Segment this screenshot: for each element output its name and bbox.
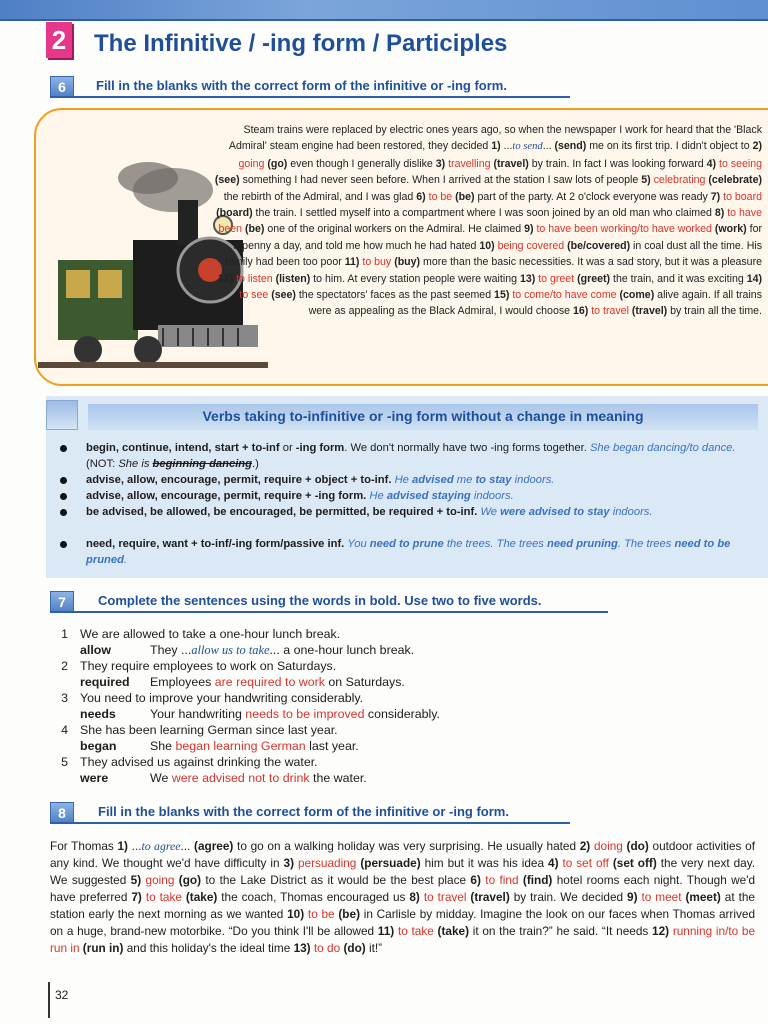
story-bold: 8) bbox=[714, 207, 725, 220]
ex8-text: it on the train?” he said. “It needs bbox=[469, 924, 653, 938]
exercise-7-badge: 7 bbox=[50, 591, 74, 613]
rewritten-sentence bbox=[80, 770, 700, 786]
story-answer: going bbox=[238, 157, 265, 170]
grammar-rule-item bbox=[60, 488, 760, 504]
ex8-bold: (do) bbox=[626, 839, 649, 853]
story-answer: to board bbox=[723, 190, 762, 203]
story-bold: (greet) bbox=[577, 272, 611, 285]
story-text: one of the original workers on the Admiral. He claimed bbox=[264, 223, 525, 236]
story-bold: 1) bbox=[491, 140, 501, 153]
ex8-bold: 12) bbox=[652, 924, 670, 938]
transformation-sentence bbox=[56, 658, 656, 674]
item-number: 1 bbox=[61, 627, 68, 641]
ex8-answer: to take bbox=[145, 890, 182, 904]
ex8-text: the coach, Thomas encouraged us bbox=[217, 890, 410, 904]
key-word: allow bbox=[80, 643, 111, 657]
story-bold: 5) bbox=[641, 174, 651, 187]
ex8-text: the very next day. We suggested bbox=[50, 856, 756, 887]
sentence-end: on Saturdays. bbox=[324, 675, 405, 689]
story-bold: 3) bbox=[435, 157, 446, 170]
model-answer: allow us to take bbox=[191, 643, 270, 657]
bullet-icon bbox=[60, 541, 67, 548]
grammar-text: . We don't normally have two -ing forms together. bbox=[344, 442, 590, 454]
exercise-6-underline bbox=[50, 96, 570, 98]
grammar-rule-item bbox=[60, 536, 760, 568]
grammar-example: the trees. The trees bbox=[443, 538, 547, 550]
exercise-8-badge: 8 bbox=[50, 802, 74, 824]
ex8-bold: 7) bbox=[131, 890, 142, 904]
grammar-example: indoors. bbox=[511, 474, 555, 486]
ex8-text: him but it was his idea bbox=[420, 856, 549, 870]
grammar-text: (NOT: bbox=[86, 458, 119, 470]
grammar-example: We bbox=[480, 506, 501, 518]
story-bold: (be/covered) bbox=[567, 239, 631, 252]
ex8-bold: (set off) bbox=[612, 856, 657, 870]
story-answer: celebrating bbox=[653, 174, 706, 187]
story-text: the spectators' faces as the past seemed bbox=[295, 289, 495, 302]
ex8-bold: 2) bbox=[579, 839, 591, 853]
story-text: to him. At every station people were waiting bbox=[310, 272, 520, 285]
story-bold: (be) bbox=[244, 223, 265, 236]
story-answer: to see bbox=[239, 289, 269, 302]
exercise-8-title: Fill in the blanks with the correct form of the infinitive or -ing form. bbox=[98, 804, 509, 819]
rewritten-sentence bbox=[80, 738, 700, 754]
story-answer: to listen bbox=[236, 272, 273, 285]
exercise-6-title: Fill in the blanks with the correct form of the infinitive or -ing form. bbox=[96, 78, 507, 93]
story-answer: being covered bbox=[497, 239, 565, 252]
grammar-example: me bbox=[453, 474, 476, 486]
story-text: by train. In fact I was looking forward bbox=[528, 157, 707, 170]
grammar-rule-text bbox=[86, 472, 760, 488]
ex8-text: at the station early the next morning as we wanted bbox=[50, 890, 755, 921]
story-bold: 7) bbox=[710, 190, 721, 203]
exercise-7-title: Complete the sentences using the words in bold. Use two to five words. bbox=[98, 593, 542, 608]
ex8-text: outdoor activities of any kind. We thought we'd have difficulty in bbox=[50, 839, 755, 870]
transformation-sentence bbox=[56, 626, 656, 642]
grammar-title: Verbs taking to-infinitive or -ing form without a change in meaning bbox=[202, 408, 644, 424]
story-bold: (see) bbox=[214, 174, 240, 187]
rewritten-sentence bbox=[80, 642, 700, 658]
ex8-bold: (persuade) bbox=[360, 856, 421, 870]
key-word: required bbox=[80, 675, 130, 689]
grammar-box-corner bbox=[46, 400, 78, 430]
ex8-text: to the Lake District as it would be the best place bbox=[201, 873, 471, 887]
grammar-example: She began dancing/to dance. bbox=[589, 442, 736, 454]
grammar-example-bold: were advised to stay bbox=[500, 506, 610, 518]
story-text: alive again. If all trains were as appealing as the Black Admiral, I would choose bbox=[308, 289, 762, 318]
ex8-bold: 9) bbox=[627, 890, 638, 904]
ex8-bold: (go) bbox=[178, 873, 202, 887]
grammar-rule-item bbox=[60, 440, 760, 472]
ex8-bold: 5) bbox=[130, 873, 142, 887]
grammar-bold: begin, continue, intend, start + to-inf bbox=[86, 442, 280, 454]
story-bold: 10) bbox=[479, 239, 495, 252]
ex8-bold: (take) bbox=[437, 924, 469, 938]
ex8-answer: running in/to be run in bbox=[50, 924, 756, 955]
answer: are required to work bbox=[214, 675, 325, 689]
rewritten-sentence bbox=[80, 674, 700, 690]
story-bold: 4) bbox=[706, 157, 717, 170]
story-text: in coal dust all the time. His family had been too poor bbox=[225, 239, 762, 269]
story-text: something I had never seen before. When I arrived at the station I saw lots of people bbox=[239, 174, 642, 187]
ex8-bold: (find) bbox=[522, 873, 553, 887]
story-text: the train. I settled myself into a compartment where I was soon joined by an old man who claimed bbox=[252, 207, 715, 220]
answer: began learning German bbox=[175, 739, 306, 753]
grammar-bold: need, require, want + to-inf/-ing form/passive inf. bbox=[86, 538, 345, 550]
story-bold: 6) bbox=[416, 190, 426, 203]
story-bold: (travel) bbox=[493, 157, 529, 170]
sentence-start: We bbox=[150, 771, 172, 785]
story-answer: travelling bbox=[448, 157, 491, 170]
story-bold: 16) bbox=[572, 305, 589, 318]
transformation-sentence bbox=[56, 690, 656, 706]
story-bold: 9) bbox=[524, 223, 534, 236]
ex8-bold: (do) bbox=[343, 941, 366, 955]
bullet-icon bbox=[60, 509, 67, 516]
grammar-example: . The trees bbox=[617, 538, 675, 550]
grammar-example: He bbox=[394, 474, 412, 486]
ex8-bold: 11) bbox=[377, 924, 395, 938]
story-text: part of the party. At 2 o'clock everyone was ready bbox=[474, 190, 711, 203]
story-bold: 14) bbox=[746, 272, 762, 285]
story-answer: to have been bbox=[218, 207, 762, 236]
grammar-rule-text bbox=[86, 504, 760, 520]
ex8-answer: to set off bbox=[562, 856, 609, 870]
story-text: the rebirth of the Admiral, and I was glad bbox=[223, 190, 417, 203]
sentence-start: Employees bbox=[150, 675, 215, 689]
story-bold: (come) bbox=[619, 289, 655, 302]
grammar-example-bold: advised staying bbox=[386, 490, 471, 502]
grammar-bold: be advised, be allowed, be encouraged, be permitted, be required + to-inf. bbox=[86, 506, 478, 518]
story-bold: 15) bbox=[494, 289, 510, 302]
story-text: the train, and it was exciting bbox=[610, 272, 747, 285]
ex8-bold: (meet) bbox=[685, 890, 721, 904]
rewritten-sentence bbox=[80, 706, 700, 722]
story-bold: 2) bbox=[752, 140, 762, 153]
story-bold: 12) bbox=[217, 272, 234, 285]
ex8-answer: to do bbox=[313, 941, 341, 955]
ex8-answer: persuading bbox=[297, 856, 357, 870]
original-sentence: She has been learning German since last year. bbox=[80, 723, 338, 737]
ex8-bold: 3) bbox=[283, 856, 295, 870]
story-bold: (listen) bbox=[275, 272, 311, 285]
grammar-example-bold: need to be pruned bbox=[86, 538, 731, 566]
unit-title: The Infinitive / -ing form / Participles bbox=[94, 30, 508, 57]
ex8-bold: (agree) bbox=[194, 839, 234, 853]
ex8-text: to go on a walking holiday was very surprising. He usually hated bbox=[233, 839, 580, 853]
ex8-bold: 8) bbox=[409, 890, 420, 904]
grammar-bold: advise, allow, encourage, permit, require + -ing form. bbox=[86, 490, 367, 502]
exercise-7-underline bbox=[50, 611, 608, 613]
story-answer: to greet bbox=[538, 272, 575, 285]
story-bold: (travel) bbox=[631, 305, 668, 318]
answer: needs to be improved bbox=[245, 707, 365, 721]
story-answer: to be bbox=[428, 190, 453, 203]
ex8-text: in Carlisle by midday. Imagine the look on our faces when Thomas arrived on a huge, brand-new motorbike. “Do you think I'll be allowed bbox=[50, 907, 755, 938]
ex8-answer: to travel bbox=[423, 890, 467, 904]
grammar-example-bold: need to prune bbox=[369, 538, 444, 550]
exercise-6-badge: 6 bbox=[50, 76, 74, 98]
grammar-rule-text bbox=[86, 488, 760, 504]
original-sentence: We are allowed to take a one-hour lunch break. bbox=[80, 627, 341, 641]
story-bold: (board) bbox=[216, 207, 253, 220]
grammar-struck: beginning dancing bbox=[152, 458, 252, 470]
ex8-bold: (run in) bbox=[82, 941, 124, 955]
grammar-bold: -ing form bbox=[295, 442, 345, 454]
story-text: by train all the time. bbox=[667, 305, 762, 318]
top-band bbox=[0, 0, 768, 20]
original-sentence: They require employees to work on Saturdays. bbox=[80, 659, 337, 673]
ex8-answer: to find bbox=[485, 873, 519, 887]
sentence-start: Your handwriting bbox=[150, 707, 246, 721]
bullet-icon bbox=[60, 493, 67, 500]
transformation-sentence bbox=[56, 754, 656, 770]
story-answer: to seeing bbox=[719, 157, 762, 170]
story-text: ... bbox=[500, 140, 513, 153]
grammar-example: . bbox=[123, 554, 128, 566]
key-word: needs bbox=[80, 707, 116, 721]
ex8-text: it!” bbox=[365, 941, 383, 955]
key-word: began bbox=[80, 739, 117, 753]
grammar-text: or bbox=[279, 442, 296, 454]
grammar-example: He bbox=[369, 490, 387, 502]
ex8-answer: to meet bbox=[641, 890, 682, 904]
story-bold: (see) bbox=[271, 289, 296, 302]
story-text: for a penny a day, and told me how much he had hated bbox=[233, 223, 762, 252]
story-bold: (be) bbox=[455, 190, 475, 203]
story-bold: (go) bbox=[267, 157, 288, 170]
grammar-example-bold: to stay bbox=[475, 474, 512, 486]
answer: were advised not to drink bbox=[171, 771, 310, 785]
transformation-sentence bbox=[56, 722, 656, 738]
ex8-bold: 4) bbox=[548, 856, 559, 870]
unit-number-badge: 2 bbox=[46, 22, 72, 58]
story-text: more than the basic necessities. It was a sad story, but it was a pleasure bbox=[420, 256, 762, 269]
ex8-answer: going bbox=[145, 873, 175, 887]
ex8-bold: (take) bbox=[185, 890, 218, 904]
ex8-answer: to be bbox=[307, 907, 335, 921]
grammar-example-bold: need pruning bbox=[547, 538, 618, 550]
story-answer: to buy bbox=[362, 256, 392, 269]
grammar-example: You bbox=[347, 538, 370, 550]
ex8-answer: doing bbox=[593, 839, 623, 853]
ex8-bold: 13) bbox=[293, 941, 311, 955]
story-answer: to have been working/to have worked bbox=[536, 223, 712, 236]
grammar-bold: advise, allow, encourage, permit, require + object + to-inf. bbox=[86, 474, 392, 486]
ex8-text: and this holiday's the ideal time bbox=[123, 941, 294, 955]
ex8-bold: (be) bbox=[338, 907, 360, 921]
exercise-8-underline bbox=[50, 822, 570, 824]
sentence-end: the water. bbox=[309, 771, 367, 785]
story-text bbox=[214, 122, 762, 320]
top-rule bbox=[0, 19, 768, 21]
original-sentence: You need to improve your handwriting considerably. bbox=[80, 691, 364, 705]
item-number: 5 bbox=[61, 755, 68, 769]
story-bold: (work) bbox=[714, 223, 747, 236]
grammar-rule-text bbox=[86, 536, 760, 568]
story-bold: 11) bbox=[344, 256, 360, 269]
grammar-text: .) bbox=[251, 458, 259, 470]
story-text: Steam trains were replaced by electric ones years ago, so when the newspaper I work for heard that the 'Black Admiral' steam engine had been restored, they decided bbox=[228, 124, 762, 153]
sentence-start: They ... bbox=[150, 643, 192, 657]
ex8-text: hotel rooms each night. Though we'd have preferred bbox=[50, 873, 756, 904]
story-answer: to come/to have come bbox=[512, 289, 617, 302]
ex8-bold: (travel) bbox=[470, 890, 510, 904]
grammar-rule-item bbox=[60, 504, 760, 520]
ex8-text: For Thomas bbox=[50, 839, 118, 853]
ex8-bold: 10) bbox=[287, 907, 305, 921]
grammar-italic: She is bbox=[118, 458, 153, 470]
item-number: 4 bbox=[61, 723, 68, 737]
bullet-icon bbox=[60, 477, 67, 484]
ex8-text: ... bbox=[180, 839, 195, 853]
story-text: even though I generally dislike bbox=[287, 157, 436, 170]
bullet-icon bbox=[60, 445, 67, 452]
story-text: me on its first trip. I didn't object to bbox=[586, 140, 753, 153]
page-number-bar bbox=[48, 982, 50, 1018]
sentence-end: considerably. bbox=[364, 707, 440, 721]
page-number: 32 bbox=[55, 988, 69, 1002]
ex8-bold: 6) bbox=[470, 873, 481, 887]
sentence-end: ... a one-hour lunch break. bbox=[269, 643, 415, 657]
grammar-example: indoors. bbox=[470, 490, 514, 502]
grammar-example: indoors. bbox=[609, 506, 653, 518]
ex8-answer: to take bbox=[397, 924, 434, 938]
ex8-bold: 1) bbox=[117, 839, 128, 853]
sentence-end: last year. bbox=[305, 739, 359, 753]
grammar-rule-item bbox=[60, 472, 760, 488]
story-answer: to travel bbox=[591, 305, 629, 318]
grammar-rule-text bbox=[86, 440, 760, 472]
item-number: 3 bbox=[61, 691, 68, 705]
key-word: were bbox=[80, 771, 109, 785]
original-sentence: They advised us against drinking the water. bbox=[80, 755, 318, 769]
story-bold: (celebrate) bbox=[708, 174, 762, 187]
story-bold: 13) bbox=[519, 272, 536, 285]
story-bold: (send) bbox=[554, 140, 587, 153]
sentence-start: She bbox=[150, 739, 176, 753]
ex8-model-answer: to agree bbox=[141, 839, 181, 853]
story-bold: (buy) bbox=[394, 256, 421, 269]
item-number: 2 bbox=[61, 659, 68, 673]
exercise-8-text bbox=[50, 838, 755, 957]
story-text: ... bbox=[542, 140, 555, 153]
ex8-text: ... bbox=[127, 839, 142, 853]
story-model-answer: to send bbox=[512, 141, 543, 153]
grammar-example-bold: advised bbox=[412, 474, 454, 486]
ex8-text: by train. We decided bbox=[509, 890, 628, 904]
